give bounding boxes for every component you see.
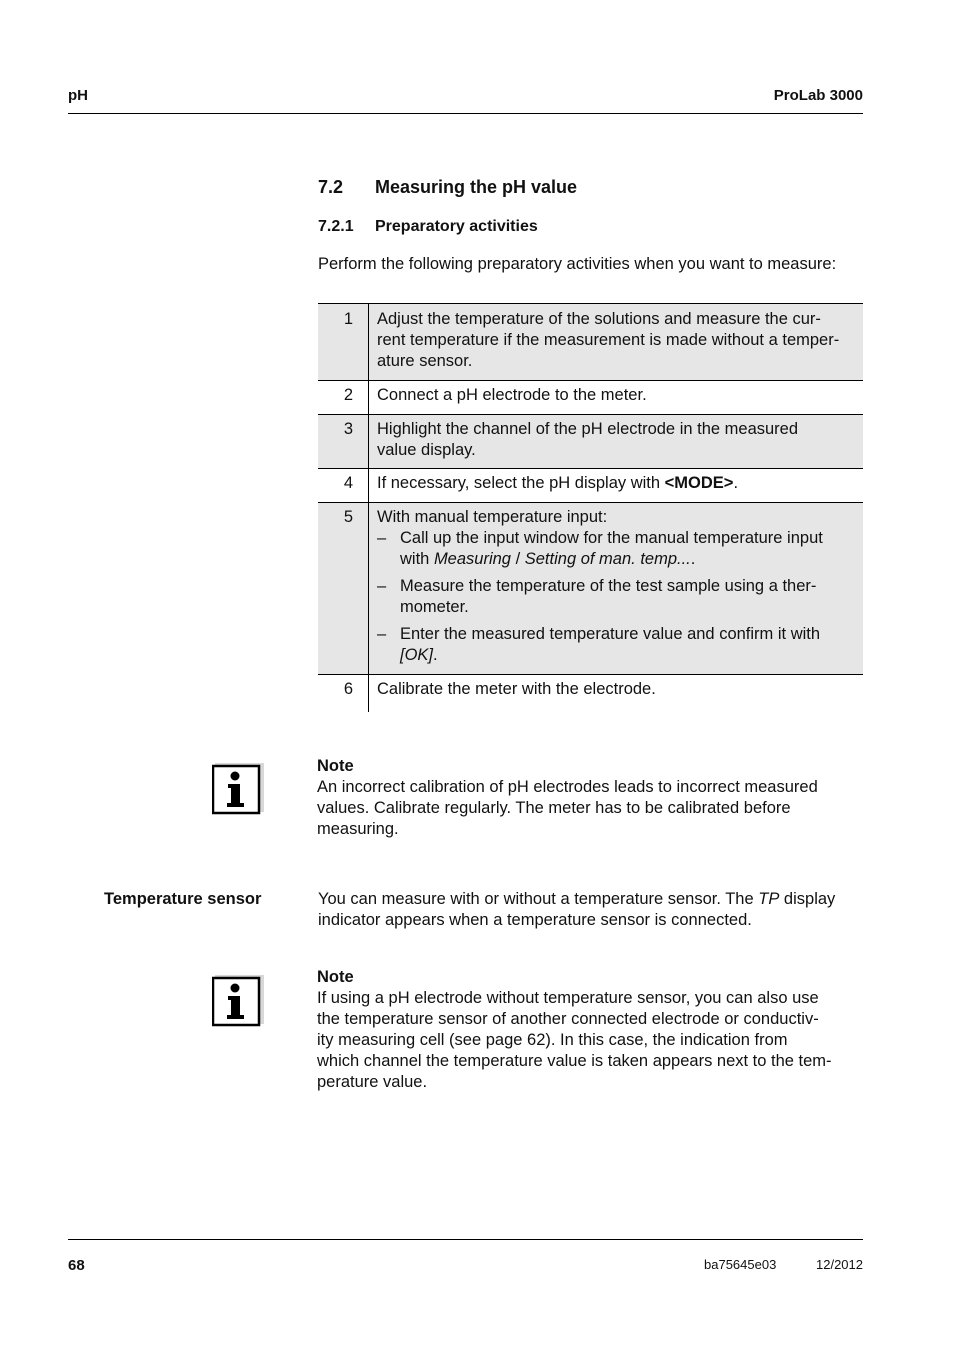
subsection-number: 7.2.1: [318, 218, 354, 235]
note-line: An incorrect calibration of pH electrodes leads to incorrect measured: [317, 778, 818, 796]
table-row: [318, 304, 863, 381]
intro-text: Perform the following preparatory activities when you want to measure:: [318, 255, 837, 273]
dash-bullet: –: [377, 577, 387, 595]
step-number: 5: [318, 503, 369, 675]
sub-line: Call up the input window for the manual temperature input: [400, 529, 823, 547]
table-row: [318, 469, 863, 503]
step-line: value display.: [377, 441, 476, 459]
page-number: 68: [68, 1257, 85, 1274]
step-text-part: .: [733, 474, 739, 492]
note-line: measuring.: [317, 820, 399, 838]
step-line: Highlight the channel of the pH electrode in the measured: [377, 420, 799, 438]
step-text: Connect a pH electrode to the meter.: [369, 381, 864, 415]
table-row: [318, 415, 863, 469]
note-title: Note: [317, 757, 354, 775]
sub-line: Enter the measured temperature value and confirm it with: [400, 625, 821, 643]
footer-divider: [68, 1239, 863, 1240]
step-text: Calibrate the meter with the electrode.: [369, 675, 864, 713]
step-number: 2: [318, 381, 369, 415]
step-line: Adjust the temperature of the solutions and measure the cur-: [377, 310, 821, 328]
sub-line: mometer.: [400, 598, 469, 616]
note-line: ity measuring cell (see page 62). In this case, the indication from: [317, 1031, 788, 1049]
header-left: pH: [68, 87, 88, 104]
tp-indicator: TP: [758, 890, 780, 908]
header-divider: [68, 113, 863, 114]
step-text-part: If necessary, select the pH display with: [377, 474, 665, 492]
step-text: [369, 304, 864, 381]
table-row: [318, 503, 863, 675]
step-line: rent temperature if the measurement is made without a temper-: [377, 331, 840, 349]
note-1: [317, 756, 863, 840]
steps-table: [318, 303, 863, 712]
section-title: Measuring the pH value: [375, 177, 578, 197]
sub-item: [377, 528, 855, 570]
subsection-title: Preparatory activities: [375, 218, 538, 235]
step-text: [369, 503, 864, 675]
note-2: [317, 967, 863, 1093]
step-number: 6: [318, 675, 369, 713]
sub-line: Measure the temperature of the test sample using a ther-: [400, 577, 817, 595]
doc-id: ba75645e03: [704, 1257, 777, 1272]
note-line: perature value.: [317, 1073, 428, 1091]
sub-line: with Measuring / Setting of man. temp....: [400, 550, 696, 568]
mode-key: <MODE>: [664, 474, 734, 492]
paragraph-line: indicator appears when a temperature sensor is connected.: [318, 911, 752, 929]
table-row: [318, 675, 863, 713]
dash-bullet: –: [377, 625, 387, 643]
paragraph-line: You can measure with or without a temperature sensor. The TP display: [318, 890, 836, 908]
step-number: 1: [318, 304, 369, 381]
header-right: ProLab 3000: [773, 87, 863, 104]
sub-item: [377, 624, 855, 666]
section-number: 7.2: [318, 177, 344, 197]
step-number: 4: [318, 469, 369, 503]
menu-measuring: Measuring: [433, 550, 511, 568]
dash-bullet: –: [377, 529, 387, 547]
menu-setting-man-temp: Setting of man. temp...: [524, 550, 691, 568]
step-text: [369, 469, 864, 503]
doc-date: 12/2012: [816, 1257, 863, 1272]
step-text: [369, 415, 864, 469]
info-icon: [212, 975, 264, 1027]
note-title: Note: [317, 968, 354, 986]
temperature-sensor-text: [318, 889, 864, 931]
sub-line: [OK].: [400, 646, 438, 664]
step-number: 3: [318, 415, 369, 469]
temperature-sensor-label: Temperature sensor: [104, 890, 262, 908]
note-line: the temperature sensor of another connected electrode or conductiv-: [317, 1010, 819, 1028]
note-line: which channel the temperature value is taken appears next to the tem-: [317, 1052, 832, 1070]
note-line: values. Calibrate regularly. The meter has to be calibrated before: [317, 799, 791, 817]
step-line: ature sensor.: [377, 352, 473, 370]
info-icon: [212, 763, 264, 815]
ok-key: [OK]: [400, 646, 434, 664]
note-line: If using a pH electrode without temperature sensor, you can also use: [317, 989, 819, 1007]
sub-item: [377, 576, 855, 618]
step-line: With manual temperature input:: [377, 508, 608, 526]
table-row: [318, 381, 863, 415]
